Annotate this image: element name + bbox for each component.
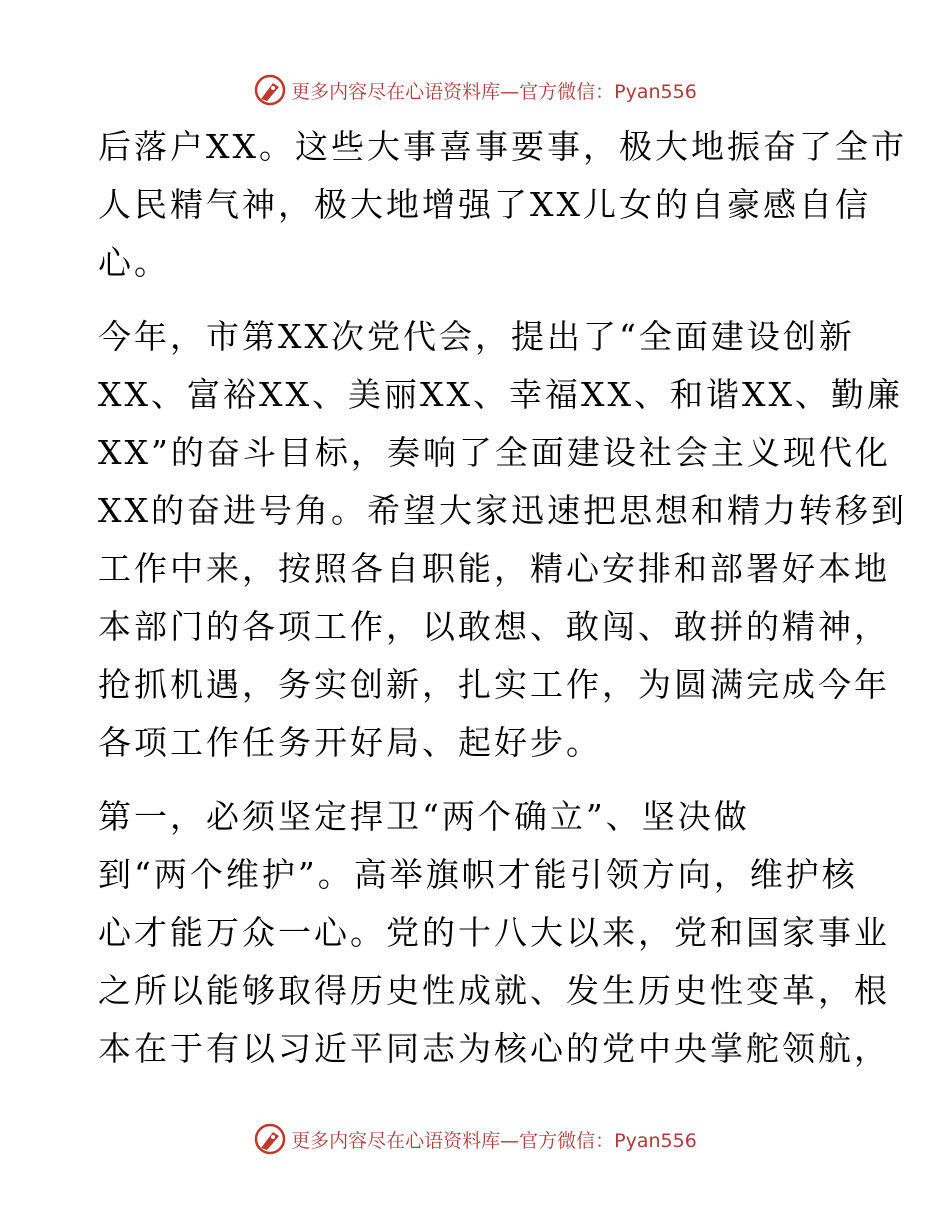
text-line: 后落户XX。这些大事喜事要事，极大地振奋了全市 <box>98 127 907 166</box>
text-line: 今年，市第XX次党代会，提出了“全面建设创新 <box>98 317 855 356</box>
text-line: 抢抓机遇，务实创新，扎实工作，为圆满完成今年 <box>98 665 890 704</box>
banner-text: 更多内容尽在心语资料库—官方微信：Pyan556 <box>291 80 697 103</box>
footer-banner <box>0 1119 950 1159</box>
banner-text: 更多内容尽在心语资料库—官方微信：Pyan556 <box>291 1129 697 1152</box>
text-line: 心。 <box>98 243 170 282</box>
text-line: 本部门的各项工作，以敢想、敢闯、敢拼的精神， <box>98 607 890 646</box>
paragraph-3 <box>98 788 890 1078</box>
text-line: 工作中来，按照各自职能，精心安排和部署好本地 <box>98 549 890 588</box>
paragraph-2 <box>98 308 907 772</box>
text-line: XX”的奋斗目标，奏响了全面建设社会主义现代化 <box>98 433 891 472</box>
text-line: XX、富裕XX、美丽XX、幸福XX、和谐XX、勤廉 <box>98 375 903 414</box>
document-body <box>98 118 907 1078</box>
text-line: 人民精气神，极大地增强了XX儿女的自豪感自信 <box>98 185 871 224</box>
text-line: 本在于有以习近平同志为核心的党中央掌舵领航， <box>98 1029 890 1068</box>
pen-nib-logo-icon <box>253 1122 287 1156</box>
text-line: 第一，必须坚定捍卫“两个确立”、坚决做 <box>98 797 750 836</box>
paragraph-1 <box>98 118 907 292</box>
text-line: 到“两个维护”。高举旗帜才能引领方向，维护核 <box>98 855 858 894</box>
header-banner <box>0 70 950 110</box>
text-line: 心才能万众一心。党的十八大以来，党和国家事业 <box>98 913 890 952</box>
text-line: XX的奋进号角。希望大家迅速把思想和精力转移到 <box>98 491 907 530</box>
text-line: 之所以能够取得历史性成就、发生历史性变革，根 <box>98 971 890 1010</box>
pen-nib-logo-icon <box>253 73 287 107</box>
text-line: 各项工作任务开好局、起好步。 <box>98 723 602 762</box>
